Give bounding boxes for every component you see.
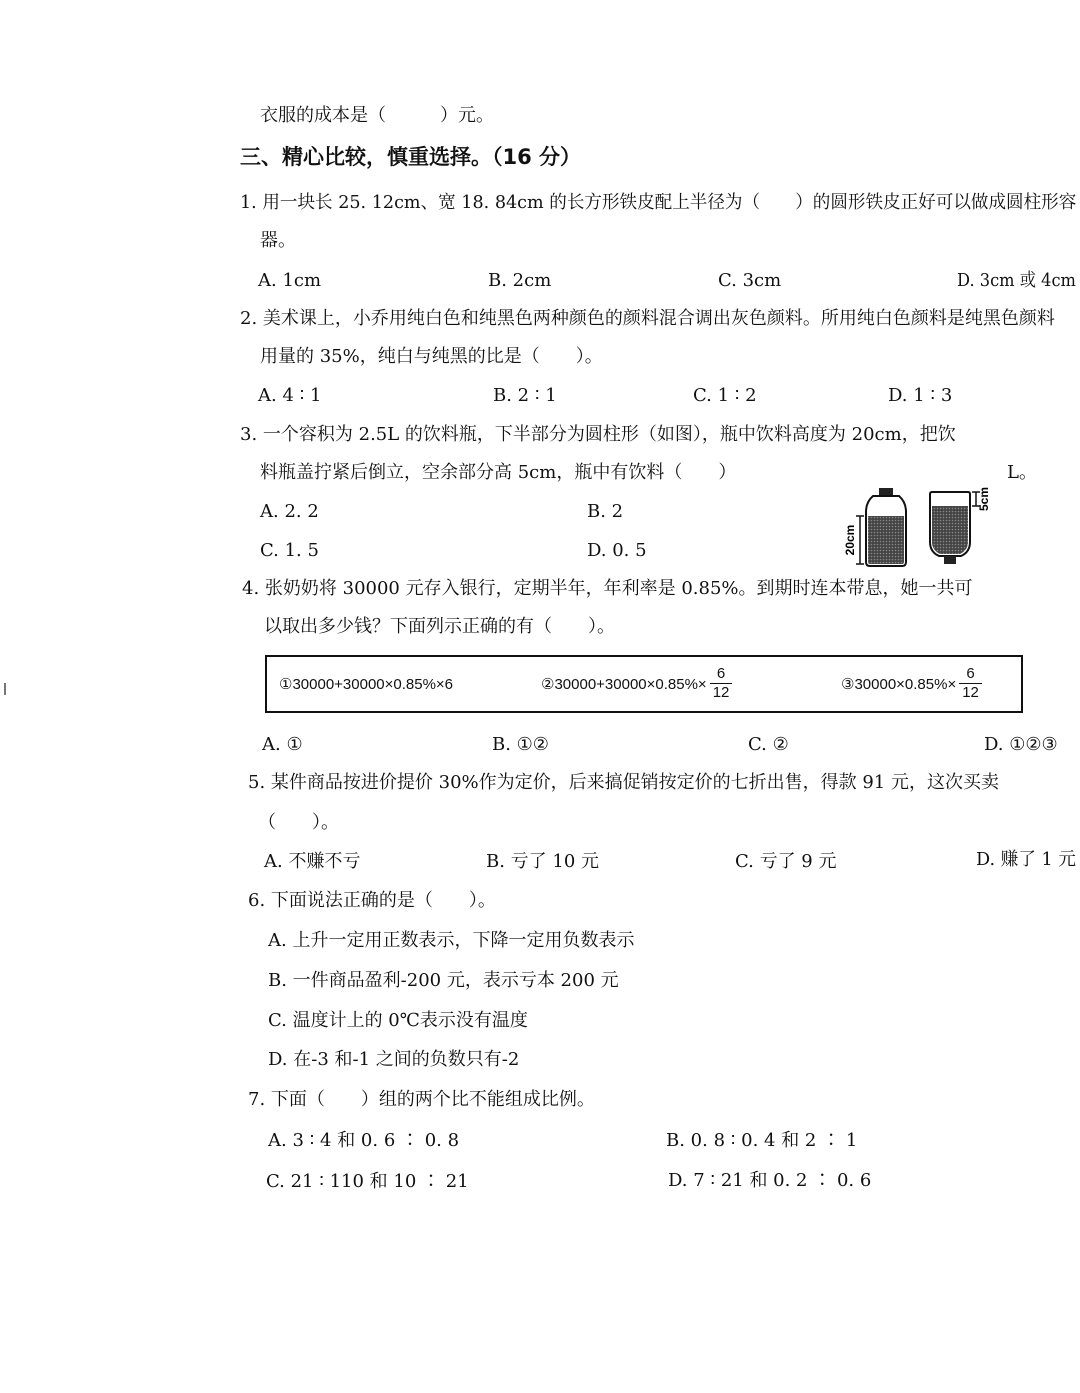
q3-line2-end: L。	[1007, 462, 1037, 483]
q7-option-c: C. 21 ∶ 110 和 10 ∶ 21	[266, 1171, 469, 1192]
q5-option-a: A. 不赚不亏	[264, 851, 361, 872]
label-20cm: 20cm	[843, 524, 857, 556]
upright-bottle	[866, 488, 906, 566]
formula-box	[265, 655, 1023, 713]
q1-line2: 器。	[260, 230, 296, 251]
q3-option-b: B. 2	[587, 501, 624, 522]
section-title: 三、精心比较，慎重选择。（16 分）	[240, 145, 582, 169]
inverted-bottle	[930, 492, 970, 564]
q1-option-b: B. 2cm	[488, 270, 552, 291]
q2-line1: 2. 美术课上，小乔用纯白色和纯黑色两种颜色的颜料混合调出灰色颜料。所用纯白色颜料是纯黑色颜料	[240, 308, 1055, 329]
q7-option-a: A. 3 ∶ 4 和 0. 6 ∶ 0. 8	[268, 1130, 460, 1151]
formula-3: ③30000×0.85%× $\frac{6}{12}$	[841, 665, 982, 702]
q3-option-c: C. 1. 5	[260, 540, 319, 561]
q4-option-a: A. ①	[262, 734, 303, 755]
q2-option-a: A. 4 ∶ 1	[258, 385, 322, 406]
bottle-figure	[840, 480, 1000, 570]
label-5cm: 5cm	[977, 486, 991, 512]
q2-option-b: B. 2 ∶ 1	[493, 385, 557, 406]
top-line: 衣服的成本是（ ）元。	[260, 105, 494, 126]
q6-option-a: A. 上升一定用正数表示，下降一定用负数表示	[268, 930, 635, 951]
fraction-6-12: $\frac{6}{12}$	[710, 665, 733, 702]
q2-option-d: D. 1 ∶ 3	[888, 385, 953, 406]
q4-option-c: C. ②	[748, 734, 789, 755]
q7-option-b: B. 0. 8 ∶ 0. 4 和 2 ∶ 1	[666, 1130, 858, 1151]
q7-option-d: D. 7 ∶ 21 和 0. 2 ∶ 0. 6	[668, 1170, 872, 1191]
q1-option-c: C. 3cm	[718, 270, 782, 291]
q2-option-c: C. 1 ∶ 2	[693, 385, 757, 406]
q5-option-b: B. 亏了 10 元	[486, 851, 600, 872]
q5-option-d: D. 赚了 1 元	[976, 849, 1076, 870]
q6-option-b: B. 一件商品盈利-200 元，表示亏本 200 元	[268, 970, 619, 991]
q3-line1: 3. 一个容积为 2.5L 的饮料瓶，下半部分为圆柱形（如图），瓶中饮料高度为 20cm，把饮	[240, 424, 956, 445]
q5-line1: 5. 某件商品按进价提价 30%作为定价，后来搞促销按定价的七折出售，得款 91 元，这次买卖	[248, 772, 999, 793]
q1-option-a: A. 1cm	[258, 270, 322, 291]
q3-line2: 料瓶盖拧紧后倒立，空余部分高 5cm，瓶中有饮料（ ）	[260, 462, 737, 483]
q1-line1: 1. 用一块长 25. 12cm、宽 18. 84cm 的长方形铁皮配上半径为（ ）的圆形铁皮正好可以做成圆柱形容	[240, 192, 1077, 213]
q4-line1: 4. 张奶奶将 30000 元存入银行，定期半年，年利率是 0.85%。到期时连本带息，她一共可	[242, 578, 973, 599]
q7-line1: 7. 下面（ ）组的两个比不能组成比例。	[248, 1089, 595, 1110]
fraction-6-12: $\frac{6}{12}$	[959, 665, 982, 702]
q2-line2: 用量的 35%，纯白与纯黑的比是（ ）。	[260, 346, 603, 367]
scan-edge-mark	[4, 683, 6, 695]
q4-option-d: D. ①②③	[984, 734, 1058, 755]
q6-option-c: C. 温度计上的 0℃表示没有温度	[268, 1010, 528, 1031]
q6-option-d: D. 在-3 和-1 之间的负数只有-2	[268, 1049, 520, 1070]
q1-option-d: D. 3cm 或 4cm	[957, 270, 1076, 291]
q4-option-b: B. ①②	[492, 734, 549, 755]
formula-1: ①30000+30000×0.85%×6	[279, 676, 454, 693]
q5-option-c: C. 亏了 9 元	[735, 851, 837, 872]
q3-option-a: A. 2. 2	[260, 501, 319, 522]
q3-option-d: D. 0. 5	[587, 540, 647, 561]
q6-line1: 6. 下面说法正确的是（ ）。	[248, 890, 496, 911]
formula-2: ②30000+30000×0.85%× $\frac{6}{12}$	[541, 665, 732, 702]
q5-line2: （ ）。	[258, 812, 339, 833]
q4-line2: 以取出多少钱？下面列示正确的有（ ）。	[264, 616, 615, 637]
